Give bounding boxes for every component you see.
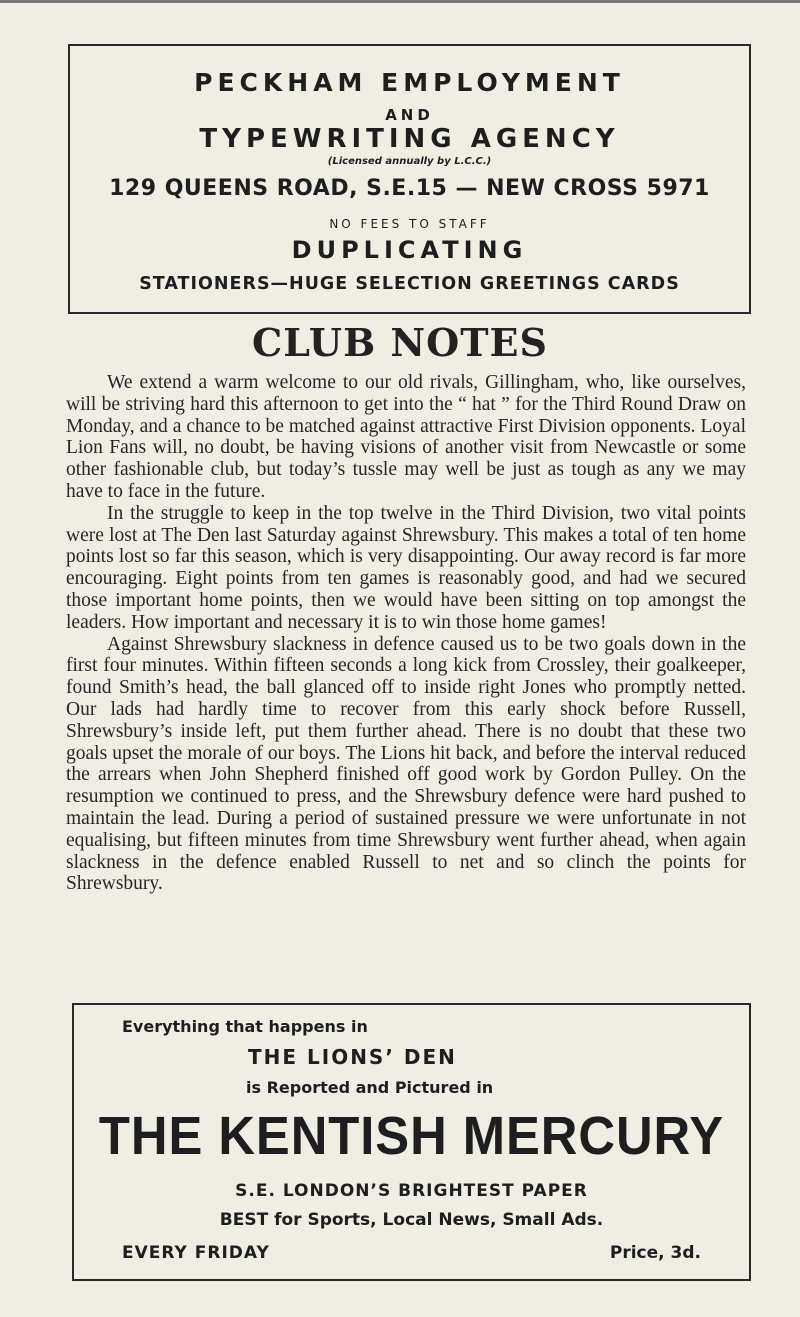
advert-price: Price, 3d. (609, 1243, 701, 1263)
advert-every-friday: EVERY FRIDAY (122, 1243, 270, 1263)
club-notes-body (66, 372, 746, 895)
advert-and: AND (385, 106, 434, 124)
advert-everything-line: Everything that happens in (122, 1017, 368, 1036)
paragraph: We extend a warm welcome to our old rivals, Gillingham, who, like ourselves, will be striving hard this afternoon to get into the “ hat ” for the Third Round Draw on Monday, and a chance to be matched against attractive First Division opponents. Loyal Lion Fans will, no doubt, be having visions of another visit from Newcastle or some other fashionable club, but today’s tussle may well be just as tough as any we may have to face in the future. (66, 372, 746, 502)
advert-reported-line: is Reported and Pictured in (246, 1078, 494, 1097)
advert-tagline: S.E. LONDON’S BRIGHTEST PAPER (235, 1181, 588, 1201)
advert-lions-den: THE LIONS’ DEN (248, 1045, 457, 1069)
page-top-edge (0, 0, 800, 3)
paragraph: In the struggle to keep in the top twelve in the Third Division, two vital points were lost at The Den last Saturday against Shrewsbury. This makes a total of ten home points lost so far this season, which is very disappointing. Our away record is far more encouraging. Eight points from ten games is reasonably good, and had we secured those important home points, then we would have been sitting on top amongst the leaders. How important and necessary it is to win those home games! (66, 502, 746, 633)
advert-features: BEST for Sports, Local News, Small Ads. (219, 1210, 604, 1230)
advert-kentish-mercury (72, 1003, 751, 1281)
advert-address: 129 QUEENS ROAD, S.E.15 — NEW CROSS 5971 (109, 176, 710, 201)
advert-employment-agency (68, 44, 751, 314)
paragraph: Against Shrewsbury slackness in defence caused us to be two goals down in the first four minutes. Within fifteen seconds a long kick from Crossley, their goalkeeper, found Smith’s head, the ball glanced off to inside right Jones who promptly netted. Our lads had hardly time to recover from this early shock before Russell, Shrewsbury’s inside left, put them further ahead. There is no doubt that these two goals upset the morale of our boys. The Lions hit back, and before the interval reduced the arrears when John Shepherd finished off good work by Gordon Pulley. On the resumption we continued to press, and the Shrewsbury defence were hard pushed to maintain the lead. During a period of sustained pressure we were unfortunate in not equalising, but fifteen minutes from time Shrewsbury went further ahead, when again slackness in the defence enabled Russell to net and so clinch the points for Shrewsbury. (66, 633, 746, 895)
advert-license-note: (Licensed annually by L.C.C.) (327, 156, 492, 167)
advert-duplicating: DUPLICATING (291, 236, 528, 264)
club-notes-heading: CLUB NOTES (252, 320, 548, 365)
advert-stationers: STATIONERS—HUGE SELECTION GREETINGS CARDS (139, 274, 680, 294)
advert-agency-name: PECKHAM EMPLOYMENT (194, 68, 625, 97)
advert-no-fees: NO FEES TO STAFF (329, 217, 490, 231)
advert-newspaper-title: THE KENTISH MERCURY (98, 1106, 725, 1166)
advert-agency-type: TYPEWRITING AGENCY (199, 124, 620, 154)
